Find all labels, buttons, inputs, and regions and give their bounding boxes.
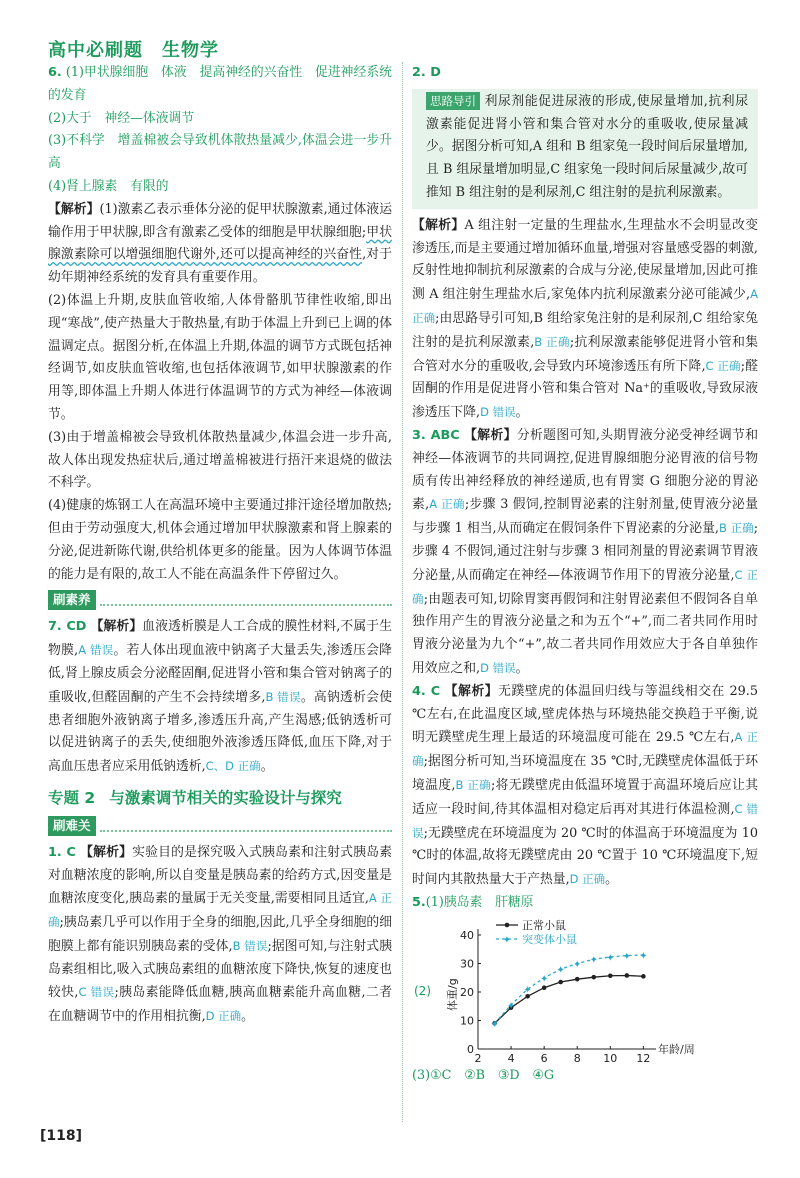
q3-number: 3. ABC — [412, 427, 460, 443]
option-judgement: D 正确 — [569, 872, 606, 887]
option-judgement: A 错误 — [78, 643, 114, 658]
series-point-2: ✦ — [506, 1000, 516, 1012]
section-label: 刷素养 — [48, 590, 96, 610]
q6-analysis-2: (2)体温上升期,皮肤血管收缩,人体骨骼肌节律性收缩,即出现“寒战”,使产热量大于散热量,有助于体温上升到已上调的体温调定点。据图分析,在体温上升期,体温的调节方式既包括神经调节,如皮肤血管收缩,也包括体液调节,如甲状腺激素的作用等,即体温上升期人体进行体温调节的方式为神经—体液调节。 — [48, 292, 392, 422]
option-judgement: A 正确 — [412, 287, 758, 325]
column-divider — [402, 62, 403, 1122]
option-judgement: D 错误 — [480, 405, 516, 420]
q5-part2-label: (2) — [414, 983, 431, 998]
q1-analysis: 1. C 【解析】实验目的是探究吸入式胰岛素和注射式胰岛素对血糖浓度的影响,所以自变量是胰岛素的给药方式,因变量是血糖浓度变化,胰岛素的量属于无关变量,需要相同且适宜,A 正确;胰岛素几乎可以作用于全身的细胞,因此,几乎全身细胞的细胞膜上都有能识别胰岛素的受体,B 错误;据图可知,与注射式胰岛素组相比,吸入式胰岛素组的血糖浓度下降快,恢复的速度也较快,C 错误;胰岛素能降低血糖,胰高血糖素能升高血糖,二者在血糖调节中的作用相抗衡,D 正确。 — [48, 844, 393, 1025]
x-tick-label: 12 — [636, 1051, 651, 1065]
q5-answer-1: 5.(1)胰岛素 肝糖原 — [412, 894, 534, 910]
q4-number: 4. C — [412, 683, 441, 699]
thinking-guide-text: 利尿剂能促进尿液的形成,使尿量增加,抗利尿激素能促进肾小管和集合管对水分的重吸收,使尿量减少。据图分析可知,A 组和 B 组家兔一段时间后尿量增加,且 B 组尿量增加明显,C 组家兔一段时间后尿量减少,故可推知 B 组注射的是利尿剂,C 组注射的是抗利尿激素。 — [426, 93, 748, 200]
thinking-guide-box — [412, 89, 758, 209]
series-point-1 — [575, 977, 580, 982]
x-tick-label: 10 — [603, 1051, 618, 1065]
q6-answer-3: (3)不科学 增盖棉被会导致机体散热量减少,体温会进一步升高 — [48, 133, 392, 172]
option-judgement: C 正确 — [705, 358, 741, 373]
q5-chart-block — [412, 917, 758, 1065]
q6-answer-2: (2)大于 神经—体液调节 — [48, 110, 195, 126]
section-suyang — [48, 590, 392, 610]
q6-analysis-3: (3)由于增盖棉被会导致机体散热量减少,体温会进一步升高,故人体出现发热症状后,通过增盖棉被进行捂汗来退烧的做法不科学。 — [48, 429, 392, 491]
option-judgement: B 错误 — [265, 689, 301, 704]
right-column — [412, 62, 758, 1087]
q6-analysis-1: 【解析】(1)激素乙表示垂体分泌的促甲状腺激素,通过体液运输作用于甲状腺,即含有激素乙受体的细胞是甲状腺细胞;甲状腺激素除可以增强细胞代谢外,还可以提高神经的兴奋性,对于幼年期神经系统的发育具有重要作用。 — [48, 201, 392, 286]
q7-analysis: 7. CD 【解析】血液透析膜是人工合成的膜性材料,不属于生物膜,A 错误。若人体出现血液中钠离子大量丢失,渗透压会降低,肾上腺皮质会分泌醛固酮,促进肾小管和集合管对钠离子的重吸收,但醛固酮的产生不会持续增多,B 错误。高钠透析会使患者细胞外液钠离子增多,渗透压升高,产生渴感;低钠透析可以促进钠离子的丢失,使细胞外液渗透压降低,血压下降,对于高血压患者应采用低钠透析,C、D 正确。 — [48, 619, 393, 775]
series-point-1 — [591, 975, 596, 980]
y-tick-label: 10 — [460, 1014, 474, 1028]
series-point-2: ✦ — [539, 973, 549, 985]
series-point-1 — [608, 973, 613, 978]
analysis-label: 【解析】 — [48, 201, 100, 217]
option-judgement: C、D 正确 — [205, 759, 261, 774]
series-point-2: ✦ — [589, 954, 598, 966]
q5-answer-3: (3)①C ②B ③D ④G — [412, 1067, 555, 1083]
series-point-1 — [542, 985, 547, 990]
series-line-2 — [495, 952, 644, 1023]
y-tick-label: 30 — [460, 957, 474, 971]
x-tick-label: 8 — [573, 1051, 581, 1065]
series-point-1 — [625, 973, 630, 978]
x-axis-label: 年龄/周 — [658, 1042, 695, 1056]
q2-answer — [412, 62, 758, 85]
section-label: 刷难关 — [48, 816, 96, 836]
y-tick-label: 40 — [460, 928, 474, 942]
q3-analysis: 3. ABC 【解析】分析题图可知,头期胃液分泌受神经调节和神经—体液调节的共同调控,促进胃腺细胞分泌胃液的信号物质有传出神经释放的神经递质,也有胃窦 G 细胞分泌的胃泌素,A 正确;步骤 3 假饲,控制胃泌素的注射剂量,使胃液分泌量与步骤 1 相当,从而确定在假饲条件下胃泌素的分泌量,B 正确;步骤 4 不假饲,通过注射与步骤 3 相同剂量的胃泌素调节胃液分泌量,从而确定在神经—体液调节作用下的胃液分泌量,C 正确;由题表可知,切除胃窦再假饲和注射胃泌素但不假饲各自单独作用产生的胃液分泌量之和为五个“+”,而二者共同作用时胃液分泌量为九个“+”,故二者共同作用效应大于各自单独作用效应之和,D 错误。 — [412, 427, 759, 676]
q6-analysis-4: (4)健康的炼钢工人在高温环境中主要通过排汗途径增加散热;但由于劳动强度大,机体会通过增加甲状腺激素和肾上腺素的分泌,促进新陈代谢,供给机体更多的能量。因为人体调节体温的能力是有限的,故工人不能在高温条件下停留过久。 — [48, 498, 392, 582]
series-point-1 — [641, 974, 646, 979]
legend-marker: ✦ — [502, 934, 512, 946]
q4-analysis: 4. C 【解析】无蹼壁虎的体温回归线与等温线相交在 29.5 ℃左右,在此温度区域,壁虎体热与环境热能交换趋于平衡,说明无蹼壁虎生理上最适的环境温度可能在 29.5 ℃左右,A 正确;据图分析可知,当环境温度在 35 ℃时,无蹼壁虎体温低于环境温度,B 正确;将无蹼壁虎由低温环境置于高温环境后应让其适应一段时间,待其体温相对稳定后再对其进行体温检测,C 错误;无蹼壁虎在环境温度为 20 ℃时的体温高于环境温度为 10 ℃时的体温,故将无蹼壁虎由 20 ℃置于 10 ℃环境温度下,短时间内其散热量大于产热量,D 正确。 — [412, 683, 759, 888]
legend-label-1: 正常小鼠 — [522, 918, 566, 932]
series-point-2: ✦ — [639, 950, 648, 962]
series-point-1 — [558, 979, 563, 984]
option-judgement: C 错误 — [412, 801, 759, 840]
series-point-2: ✦ — [606, 952, 615, 964]
option-judgement: B 正确 — [534, 334, 570, 349]
left-column — [48, 62, 392, 1029]
x-tick-label: 2 — [474, 1051, 482, 1065]
q6-number: 6. — [48, 65, 62, 80]
q6-answer-4: (4)肾上腺素 有限的 — [48, 178, 169, 194]
topic-heading: 专题 2 与激素调节相关的实验设计与探究 — [48, 788, 342, 807]
option-judgement: C 正确 — [412, 567, 759, 606]
legend-label-2: 突变体小鼠 — [522, 932, 577, 946]
q1-number: 1. C — [48, 844, 76, 860]
x-tick-label: 4 — [507, 1051, 515, 1065]
y-tick-label: 20 — [460, 985, 474, 999]
option-judgement: B 错误 — [232, 938, 268, 953]
option-judgement: A 正确 — [48, 891, 392, 930]
q2-number: 2. D — [412, 65, 441, 80]
option-judgement: C 错误 — [78, 985, 115, 1000]
option-judgement: B 正确 — [719, 521, 754, 536]
series-point-2: ✦ — [556, 964, 565, 976]
q2-analysis: 【解析】A 组注射一定量的生理盐水,生理盐水不会明显改变渗透压,而是主要通过增加循环血量,增强对容量感受器的刺激,反射性地抑制抗利尿激素的合成与分泌,使尿量增加,因此可推测 A 组注射生理盐水后,家兔体内抗利尿激素分泌可能减少,A 正确;由思路导引可知,B 组给家兔注射的是利尿剂,C 组给家兔注射的是抗利尿激素,B 正确;抗利尿激素能够促进肾小管和集合管对水分的重吸收,会导致内环境渗透压有所下降,C 正确;醛固酮的作用是促进肾小管和集合管对 Na⁺的重吸收,导致尿液渗透压下降,D 错误。 — [412, 217, 759, 421]
q7-number: 7. CD — [48, 619, 87, 635]
y-axis-label: 体重/g — [446, 977, 459, 1011]
option-judgement: D 正确 — [205, 1009, 242, 1024]
weight-line-chart — [412, 917, 712, 1065]
series-point-2: ✦ — [622, 951, 632, 963]
section-nanguan — [48, 816, 392, 836]
page-number: [118] — [40, 1128, 83, 1144]
option-judgement: A 正确 — [429, 497, 465, 512]
y-tick-label: 0 — [467, 1042, 474, 1056]
series-point-2: ✦ — [573, 959, 582, 971]
option-judgement: D 错误 — [480, 660, 516, 675]
page-header-title: 高中必刷题 生物学 — [48, 40, 219, 61]
legend-marker — [505, 922, 510, 927]
q5-number: 5. — [412, 894, 426, 910]
q6-answer-1: 6. (1)甲状腺细胞 体液 提高神经的兴奋性 促进神经系统的发育 — [48, 65, 392, 103]
option-judgement: A 正确 — [412, 730, 758, 769]
option-judgement: B 正确 — [455, 777, 492, 792]
x-tick-label: 6 — [540, 1051, 548, 1065]
wavy-underlined-text: 甲状腺激素除可以增强细胞代谢外,还可以提高神经的兴奋性 — [48, 224, 392, 263]
thinking-guide-tag: 思路导引 — [426, 92, 480, 110]
series-point-2: ✦ — [523, 984, 532, 996]
series-point-2: ✦ — [490, 1019, 499, 1031]
